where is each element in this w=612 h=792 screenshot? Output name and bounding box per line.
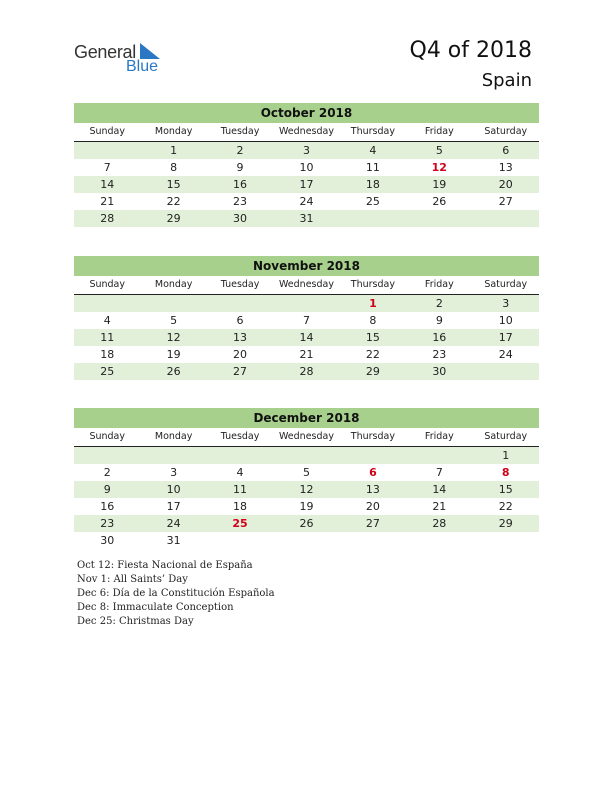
day-cell (340, 210, 406, 227)
day-cell: 14 (299, 331, 314, 344)
month-header: October 2018 (74, 103, 539, 123)
month-header: December 2018 (74, 408, 539, 428)
weekday-label: Friday (424, 431, 454, 442)
day-cell: 17 (498, 331, 513, 344)
weekday-label: Sunday (89, 126, 125, 137)
weekday-label: Saturday (484, 126, 528, 137)
weekday-label: Thursday (350, 126, 395, 137)
weekday-label: Tuesday (220, 279, 260, 290)
weekday-header-row (74, 123, 539, 142)
day-cell: 21 (100, 195, 115, 208)
day-cell (273, 295, 339, 312)
day-cell (473, 532, 539, 549)
day-cell: 29 (365, 365, 380, 378)
day-cell: 2 (236, 144, 244, 157)
week-row (74, 329, 539, 346)
logo (74, 40, 174, 80)
weekday-label: Saturday (484, 431, 528, 442)
page-title: Q4 of 2018 (409, 38, 532, 63)
day-cell: 30 (233, 212, 248, 225)
day-cell: 15 (166, 178, 181, 191)
day-cell (473, 210, 539, 227)
day-cell: 29 (498, 517, 513, 530)
day-cell: 27 (365, 517, 380, 530)
weekday-header-row (74, 428, 539, 447)
holiday-day-cell: 1 (369, 297, 377, 310)
day-cell (406, 447, 472, 464)
day-cell: 7 (302, 314, 310, 327)
day-cell (207, 447, 273, 464)
holiday-day-cell: 25 (232, 517, 248, 530)
day-cell: 3 (170, 466, 178, 479)
day-cell: 10 (166, 483, 181, 496)
day-cell (340, 532, 406, 549)
day-cell (406, 210, 472, 227)
day-cell: 31 (166, 534, 181, 547)
day-cell: 31 (299, 212, 314, 225)
day-cell: 15 (498, 483, 513, 496)
day-cell: 24 (498, 348, 513, 361)
day-cell: 12 (166, 331, 181, 344)
day-cell: 3 (502, 297, 510, 310)
weekday-label: Friday (424, 279, 454, 290)
week-row (74, 498, 539, 515)
day-cell: 22 (166, 195, 181, 208)
day-cell: 25 (100, 365, 115, 378)
day-cell: 5 (170, 314, 178, 327)
holiday-day-cell: 6 (369, 466, 377, 479)
week-row (74, 481, 539, 498)
day-cell: 24 (166, 517, 181, 530)
weekday-label: Friday (424, 126, 454, 137)
day-cell: 7 (435, 466, 443, 479)
week-row (74, 346, 539, 363)
day-cell (74, 142, 140, 159)
logo-general-text: General (74, 42, 136, 62)
day-cell: 22 (498, 500, 513, 513)
day-cell: 10 (299, 161, 314, 174)
day-cell: 2 (103, 466, 111, 479)
weekday-label: Tuesday (220, 431, 260, 442)
day-cell: 8 (170, 161, 178, 174)
day-cell: 26 (299, 517, 314, 530)
day-cell (406, 532, 472, 549)
month-october (74, 103, 539, 227)
weekday-label: Monday (154, 279, 193, 290)
day-cell: 23 (432, 348, 447, 361)
weekday-label: Thursday (350, 279, 395, 290)
day-cell: 24 (299, 195, 314, 208)
day-cell (273, 447, 339, 464)
day-cell: 20 (233, 348, 248, 361)
month-header: November 2018 (74, 256, 539, 276)
day-cell: 11 (233, 483, 248, 496)
weekday-label: Sunday (89, 431, 125, 442)
week-row (74, 464, 539, 481)
day-cell: 15 (365, 331, 380, 344)
holiday-note: Oct 12: Fiesta Nacional de España (77, 560, 253, 571)
day-cell: 8 (369, 314, 377, 327)
weekday-label: Monday (154, 431, 193, 442)
day-cell: 14 (100, 178, 115, 191)
day-cell: 25 (365, 195, 380, 208)
day-cell: 2 (435, 297, 443, 310)
day-cell: 9 (103, 483, 111, 496)
week-row (74, 210, 539, 227)
day-cell: 18 (365, 178, 380, 191)
day-cell: 4 (369, 144, 377, 157)
weekday-label: Tuesday (220, 126, 260, 137)
day-cell (207, 295, 273, 312)
day-cell: 9 (435, 314, 443, 327)
day-cell: 13 (233, 331, 248, 344)
holiday-note: Dec 8: Immaculate Conception (77, 602, 234, 613)
week-row (74, 515, 539, 532)
day-cell: 20 (365, 500, 380, 513)
day-cell: 28 (100, 212, 115, 225)
day-cell: 18 (100, 348, 115, 361)
day-cell: 9 (236, 161, 244, 174)
day-cell (140, 447, 206, 464)
day-cell: 16 (100, 500, 115, 513)
day-cell: 10 (498, 314, 513, 327)
page-subtitle: Spain (481, 70, 532, 91)
day-cell: 19 (166, 348, 181, 361)
day-cell: 19 (432, 178, 447, 191)
day-cell: 28 (432, 517, 447, 530)
weekday-label: Saturday (484, 279, 528, 290)
week-row (74, 142, 539, 159)
day-cell: 21 (432, 500, 447, 513)
day-cell: 30 (100, 534, 115, 547)
day-cell: 23 (233, 195, 248, 208)
day-cell (273, 532, 339, 549)
weekday-label: Wednesday (278, 431, 334, 442)
day-cell: 7 (103, 161, 111, 174)
week-row (74, 193, 539, 210)
holiday-note: Dec 25: Christmas Day (77, 616, 194, 627)
day-cell (74, 447, 140, 464)
week-row (74, 312, 539, 329)
week-row (74, 532, 539, 549)
day-cell: 18 (233, 500, 248, 513)
day-cell (140, 295, 206, 312)
day-cell: 27 (498, 195, 513, 208)
weekday-label: Sunday (89, 279, 125, 290)
day-cell: 6 (502, 144, 510, 157)
weekday-header-row (74, 276, 539, 295)
day-cell: 12 (299, 483, 314, 496)
day-cell: 13 (498, 161, 513, 174)
month-november (74, 256, 539, 380)
holiday-day-cell: 12 (431, 161, 447, 174)
holiday-day-cell: 8 (501, 466, 510, 479)
day-cell (340, 447, 406, 464)
day-cell: 11 (100, 331, 115, 344)
weekday-label: Thursday (350, 431, 395, 442)
day-cell: 5 (435, 144, 443, 157)
day-cell: 5 (302, 466, 310, 479)
day-cell: 1 (170, 144, 178, 157)
week-row (74, 363, 539, 380)
logo-blue-text: Blue (126, 58, 159, 75)
day-cell (473, 363, 539, 380)
day-cell: 29 (166, 212, 181, 225)
day-cell: 11 (365, 161, 380, 174)
day-cell: 17 (166, 500, 181, 513)
day-cell: 4 (236, 466, 244, 479)
day-cell: 3 (302, 144, 310, 157)
day-cell: 1 (502, 449, 510, 462)
day-cell: 21 (299, 348, 314, 361)
month-december (74, 408, 539, 549)
day-cell: 14 (432, 483, 447, 496)
weekday-label: Wednesday (278, 126, 334, 137)
week-row (74, 176, 539, 193)
day-cell (207, 532, 273, 549)
day-cell: 28 (299, 365, 314, 378)
day-cell: 19 (299, 500, 314, 513)
week-row (74, 447, 539, 464)
day-cell: 22 (365, 348, 380, 361)
week-row (74, 159, 539, 176)
week-row (74, 295, 539, 312)
day-cell: 26 (432, 195, 447, 208)
day-cell: 16 (233, 178, 248, 191)
day-cell: 27 (233, 365, 248, 378)
day-cell: 17 (299, 178, 314, 191)
day-cell: 4 (103, 314, 111, 327)
day-cell: 23 (100, 517, 115, 530)
day-cell: 6 (236, 314, 244, 327)
day-cell: 30 (432, 365, 447, 378)
holiday-note: Nov 1: All Saints’ Day (77, 574, 188, 585)
day-cell: 16 (432, 331, 447, 344)
day-cell: 20 (498, 178, 513, 191)
day-cell: 13 (365, 483, 380, 496)
holiday-notes (77, 559, 275, 629)
day-cell (74, 295, 140, 312)
holiday-note: Dec 6: Día de la Constitución Española (77, 588, 275, 599)
weekday-label: Monday (154, 126, 193, 137)
day-cell: 26 (166, 365, 181, 378)
weekday-label: Wednesday (278, 279, 334, 290)
